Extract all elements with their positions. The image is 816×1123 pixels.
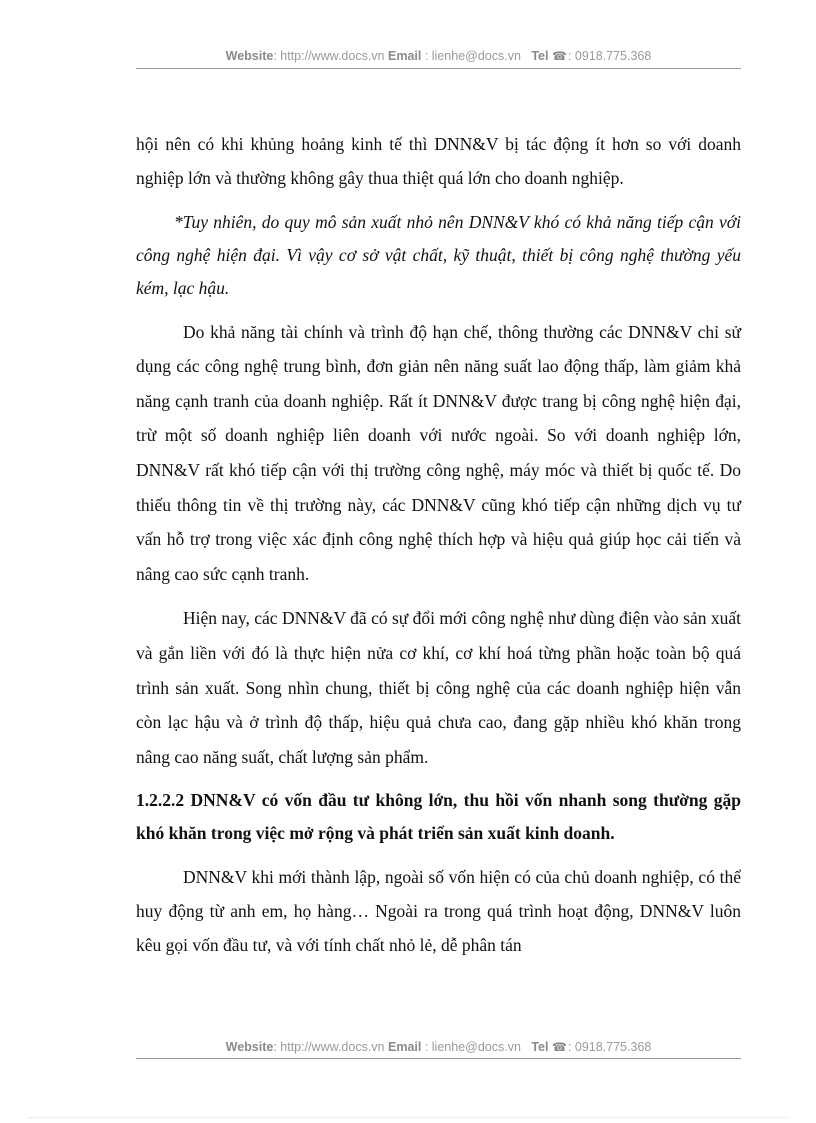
header-website-url[interactable]: : http://www.docs.vn xyxy=(273,49,385,63)
footer-email-label: Email xyxy=(388,1040,422,1054)
header-website-label: Website xyxy=(225,49,274,63)
page-header xyxy=(136,49,741,63)
paragraph-5: DNN&V khi mới thành lập, ngoài số vốn hiện có của chủ doanh nghiệp, có thể huy động từ anh em, họ hàng… Ngoài ra trong quá trình hoạt động, DNN&V luôn kêu gọi vốn đầu tư, và với tính chất nhỏ lẻ, dễ phân tán xyxy=(136,867,741,956)
section-heading-1-2-2-2: 1.2.2.2 DNN&V có vốn đầu tư không lớn, thu hồi vốn nhanh song thường gặp khó khăn trong việc mở rộng và phát triển sản xuất kinh doanh. xyxy=(136,790,741,844)
page-bottom-edge xyxy=(28,1117,788,1118)
header-tel-label: Tel xyxy=(531,49,549,63)
header-email-address[interactable]: : lienhe@docs.vn xyxy=(421,49,521,63)
paragraph-3: Do khả năng tài chính và trình độ hạn chế, thông thường các DNN&V chỉ sử dụng các công nghệ trung bình, đơn giản nên năng suất lao động thấp, làm giảm khả năng cạnh tranh của doanh nghiệp. Rất ít DNN&V được trang bị công nghệ hiện đại, trừ một số doanh nghiệp liên doanh với nước ngoài. So với doanh nghiệp lớn, DNN&V rất khó tiếp cận với thị trường công nghệ, máy móc và thiết bị quốc tế. Do thiếu thông tin về thị trường này, các DNN&V cũng khó tiếp cận những dịch vụ tư vấn hỗ trợ trong việc xác định công nghệ thích hợp và hiệu quả giúp học cải tiến và nâng cao sức cạnh tranh. xyxy=(136,321,741,584)
footer-website-label: Website xyxy=(225,1040,274,1054)
footer-website-url[interactable]: : http://www.docs.vn xyxy=(273,1040,385,1054)
footer-email-address[interactable]: : lienhe@docs.vn xyxy=(421,1040,521,1054)
paragraph-2-italic-note: *Tuy nhiên, do quy mô sản xuất nhỏ nên DNN&V khó có khả năng tiếp cận với công nghệ hiện đại. Vì vậy cơ sở vật chất, kỹ thuật, thiết bị công nghệ thường yếu kém, lạc hậu. xyxy=(136,211,741,298)
document-body xyxy=(136,127,741,962)
footer-tel-value: : 0918.775.368 xyxy=(567,1040,652,1054)
phone-icon: ☎ xyxy=(551,1040,567,1054)
footer-tel-label: Tel xyxy=(531,1040,549,1054)
page-footer xyxy=(136,1040,741,1054)
footer-rule xyxy=(136,1058,741,1059)
header-rule xyxy=(136,68,741,69)
header-email-label: Email xyxy=(388,49,422,63)
phone-icon: ☎ xyxy=(551,49,567,63)
header-tel-value: : 0918.775.368 xyxy=(567,49,652,63)
paragraph-4: Hiện nay, các DNN&V đã có sự đổi mới công nghệ như dùng điện vào sản xuất và gắn liền với đó là thực hiện nửa cơ khí, cơ khí hoá từng phần hoặc toàn bộ quá trình sản xuất. Song nhìn chung, thiết bị công nghệ của các doanh nghiệp hiện vẫn còn lạc hậu và ở trình độ thấp, hiệu quả chưa cao, đang gặp nhiều khó khăn trong nâng cao năng suất, chất lượng sản phẩm. xyxy=(136,608,741,767)
paragraph-1: hội nên có khi khủng hoảng kinh tế thì DNN&V bị tác động ít hơn so với doanh nghiệp lớn và thường không gây thua thiệt quá lớn cho doanh nghiệp. xyxy=(136,134,741,189)
